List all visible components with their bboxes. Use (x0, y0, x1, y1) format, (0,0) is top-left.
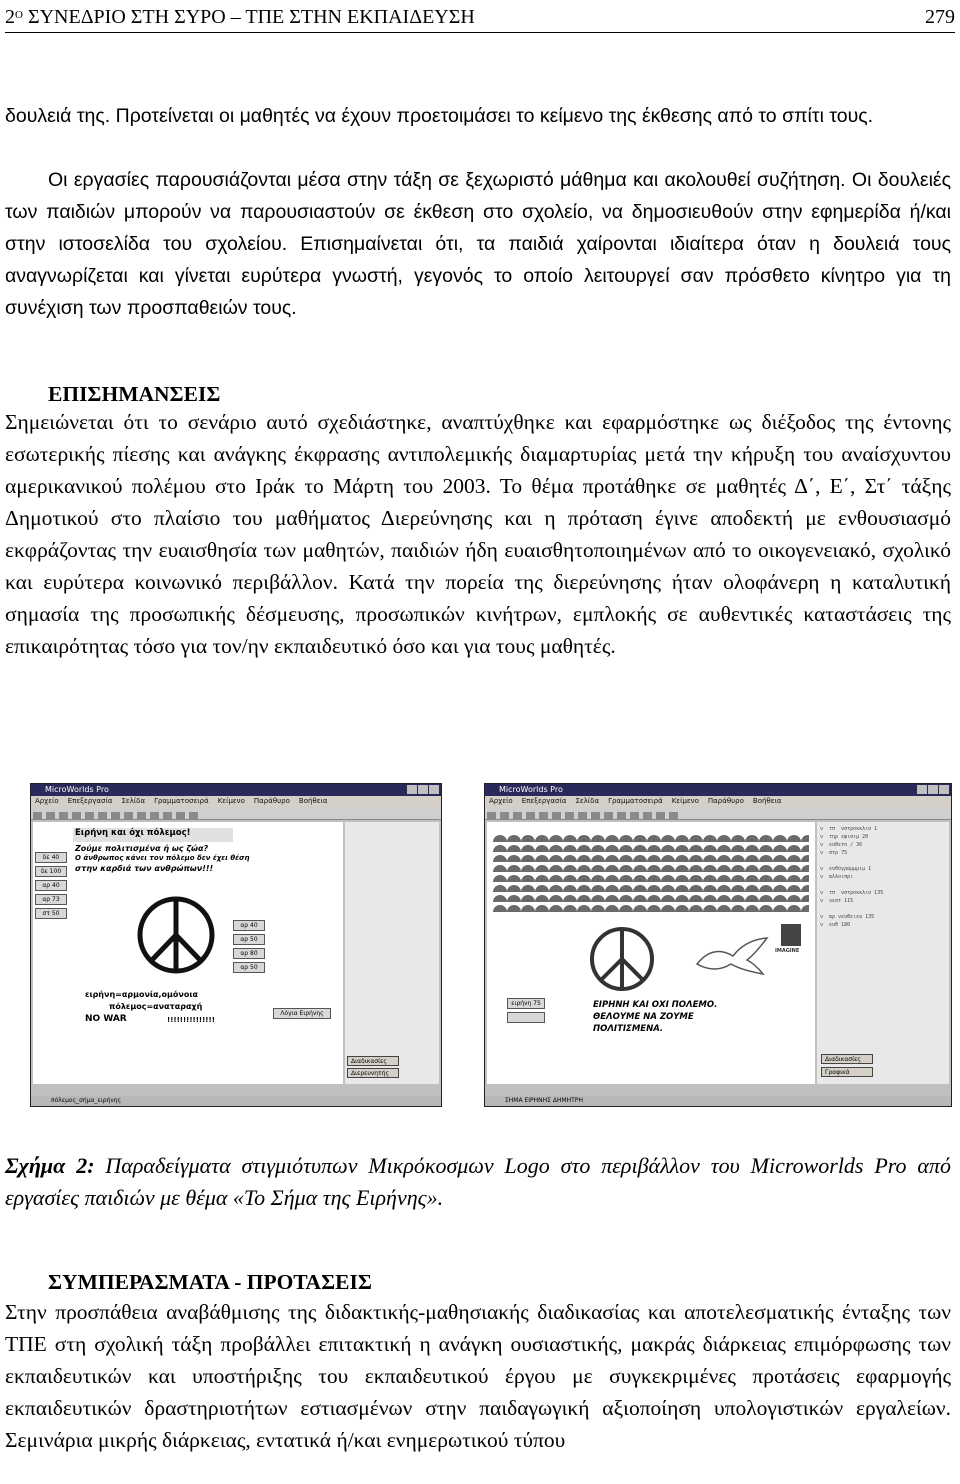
section-conclusions-body: Στην προσπάθεια αναβάθμισης της διδακτικής-μαθησιακής διαδικασίας και αποτελεσματικής ένταξης των ΤΠΕ στη σχολική τάξη προβάλλει επιτακτική η ανάγκη ουσιαστικής, μακράς διάρκειας επιμόρφωσης των εκπαιδευτικών και υποστήριξης του εκπαιδευτικού έργου με συγκεκριμένες προτάσεις εφαρμογής εκπαιδευτικών δραστηριοτήτων εστιασμένων στην παιδαγωγική αξιοποίηση υπολογιστικών εργαλείων. Σεμινάρια μικρής διάρκειας, εντατικά ή/και ενημερωτικού τύπου (5, 1300, 951, 1452)
proc-button[interactable] (507, 1012, 545, 1023)
peace-words-button[interactable]: Λόγια Ειρήνης (273, 1008, 331, 1019)
menu-bar: Αρχείο Επεξεργασία Σελίδα Γραμματοσειρά Κείμενο Παράθυρο Βοήθεια (485, 796, 951, 807)
logo-canvas (33, 822, 343, 1084)
running-header (5, 6, 955, 28)
proc-button[interactable]: αρ 80 (233, 948, 265, 959)
figure-label: Σχήμα 2: (5, 1153, 95, 1178)
header-title: $2^O$ ΣΥΝΕΔΡΙΟ ΣΤΗ ΣΥΡΟ – ΤΠΕ ΣΤΗΝ ΕΚΠΑΙΔΕΥΣΗ (5, 6, 475, 28)
section-heading-notes: ΕΠΙΣΗΜΑΝΣΕΙΣ (48, 382, 221, 406)
title-line-1: ΕΙΡΗΝΗ ΚΑΙ ΟΧΙ ΠΟΛΕΜΟ. (593, 1000, 718, 1010)
menu-bar: Αρχείο Επεξεργασία Σελίδα Γραμματοσειρά Κείμενο Παράθυρο Βοήθεια (31, 796, 441, 807)
paragraph-continuation: δουλειά της. Προτείνεται οι μαθητές να έχουν προετοιμάσει το κείμενο της έκθεσης από το σπίτι τους. (5, 105, 874, 127)
figure-screenshot-right (484, 783, 952, 1107)
banner-line-4: στην καρδιά των ανθρώπων!!! (75, 864, 214, 873)
slogan-harmony: ειρήνη=αρμονία,ομόνοια (85, 990, 198, 999)
status-bar: πόλεμος_σήμα_ειρήνης (31, 1096, 441, 1106)
banner-line-3: Ο άνθρωπος κάνει τον πόλεμο δεν έχει θέση (75, 854, 250, 862)
proc-button[interactable]: αρ 73 (35, 894, 67, 905)
image-thumbnail (781, 924, 801, 946)
figure-screenshot-left (30, 783, 442, 1107)
no-war-marks: !!!!!!!!!!!!!!! (167, 1016, 215, 1024)
wave-pattern-icon (493, 832, 809, 914)
banner-line-1: Ειρήνη και όχι πόλεμος! (75, 828, 191, 838)
tab-procedures[interactable]: Διαδικασίες (347, 1056, 399, 1066)
image-label: IMAGINE (775, 948, 800, 954)
slogan-war: πόλεμος=αναταραχή (109, 1002, 203, 1011)
status-bar: ΣΗΜΑ ΕΙΡΗΝΗΣ ΔΗΜΗΤΡΗ (485, 1096, 951, 1106)
header-rule (5, 32, 955, 33)
title-line-2: ΘΕΛΟΥΜΕ ΝΑ ΖΟΥΜΕ (593, 1012, 694, 1022)
toolbar (485, 807, 951, 820)
section-notes-body: Σημειώνεται ότι το σενάριο αυτό σχεδιάστηκε, αναπτύχθηκε και εφαρμόστηκε ως διέξοδος της έντονης εσωτερικής πίεσης και ανάγκης έκφρασης αντιπολεμικής διαμαρτυρίας μετά την κήρυξη του αναίσχυντου αμερικανικού πολέμου στο Ιράκ το Μάρτη του 2003. Το θέμα προτάθηκε σε μαθητές Δ΄, Ε΄, Στ΄ τάξης Δημοτικού στο πλαίσιο του μαθήματος Διερεύνησης και η πρόταση έγινε αποδεκτή με ενθουσιασμό εκφράζοντας την ευαισθησία των μαθητών, παιδιών ήδη ευαισθητοποιημένων από το οικογενειακό, σχολικό και ευρύτερα κοινωνικό περιβάλλον. Κατά την πορεία της διερεύνησης ήταν ολοφάνερη η καταλυτική σημασία της προσωπικής δέσμευσης, προσωπικών κινήτρων, εμπλοκής σε αυθεντικές καταστάσεις της επικαιρότητας τόσο για τον/ην εκπαιδευτικό όσο και για τους μαθητές. (5, 410, 951, 658)
window-titlebar: MicroWorlds Pro (485, 784, 951, 796)
page-number: 279 (925, 6, 955, 28)
peace-sign-icon (135, 894, 217, 976)
tab-graphics[interactable]: Γραφικά (821, 1067, 873, 1077)
peace-button[interactable]: ειρήνη 75 (507, 998, 545, 1009)
logo-canvas (487, 822, 815, 1084)
command-pane: ν τπ νστροκκλιο 1 ν τηρ εφισιμ 20 ν ευθετο / 36 ν στρ 75 ν ευθύγραμμμιμ 1 ν αλλοιπρι ν τπ νστροκκλιο 135 ν νεστ 115 ν αρ νευθειευ 135 ν ευθ 180 Διαδικασίες Γραφικά (817, 822, 949, 1084)
proc-button[interactable]: αρ 50 (233, 934, 265, 945)
caption-text: Παραδείγματα στιγμιότυπων Μικρόκοσμων Logo στο περιβάλλον του Microworlds Pro από εργασίες παιδιών με θέμα «Το Σήμα της Ειρήνης». (5, 1153, 951, 1210)
proc-button[interactable]: αρ 40 (35, 880, 67, 891)
window-titlebar: MicroWorlds Pro (31, 784, 441, 796)
title-line-3: ΠΟΛΙΤΙΣΜΕΝΑ. (593, 1024, 664, 1034)
figure-caption (5, 1150, 951, 1214)
peace-sign-icon (587, 924, 657, 994)
paragraph-presentation: Οι εργασίες παρουσιάζονται μέσα στην τάξη σε ξεχωριστό μάθημα και ακολουθεί συζήτηση. Οι δουλειές των παιδιών μπορούν να παρουσιαστούν σε έκθεση στο σχολείο, να δημοσιευθούν στην εφημερίδα ή/και στην ιστοσελίδα του σχολείου. Επισημαίνεται ότι, τα παιδιά χαίρονται ιδιαίτερα όταν η δουλειά τους αναγνωρίζεται και γίνεται ευρύτερα γνωστή, γεγονός το οποίο λειτουργεί σαν πρόσθετο κίνητρο για τη συνέχιση των προσπαθειών τους. (5, 169, 951, 319)
tab-explorer[interactable]: Διερευνητής (347, 1068, 399, 1078)
procedures-pane (345, 822, 439, 1084)
dove-icon (693, 934, 773, 980)
banner-line-2: Ζούμε πολιτισμένα ή ως ζώα? (75, 844, 209, 853)
toolbar (31, 807, 441, 820)
proc-button[interactable]: αρ 50 (233, 962, 265, 973)
proc-button[interactable]: δε 100 (35, 866, 67, 877)
proc-button[interactable]: στ 50 (35, 908, 67, 919)
section-heading-conclusions: ΣΥΜΠΕΡΑΣΜΑΤΑ - ΠΡΟΤΑΣΕΙΣ (48, 1270, 372, 1294)
no-war-text: NO WAR (85, 1014, 127, 1024)
proc-button[interactable]: δε 40 (35, 852, 67, 863)
proc-button[interactable]: αρ 40 (233, 920, 265, 931)
tab-procedures[interactable]: Διαδικασίες (821, 1054, 873, 1064)
